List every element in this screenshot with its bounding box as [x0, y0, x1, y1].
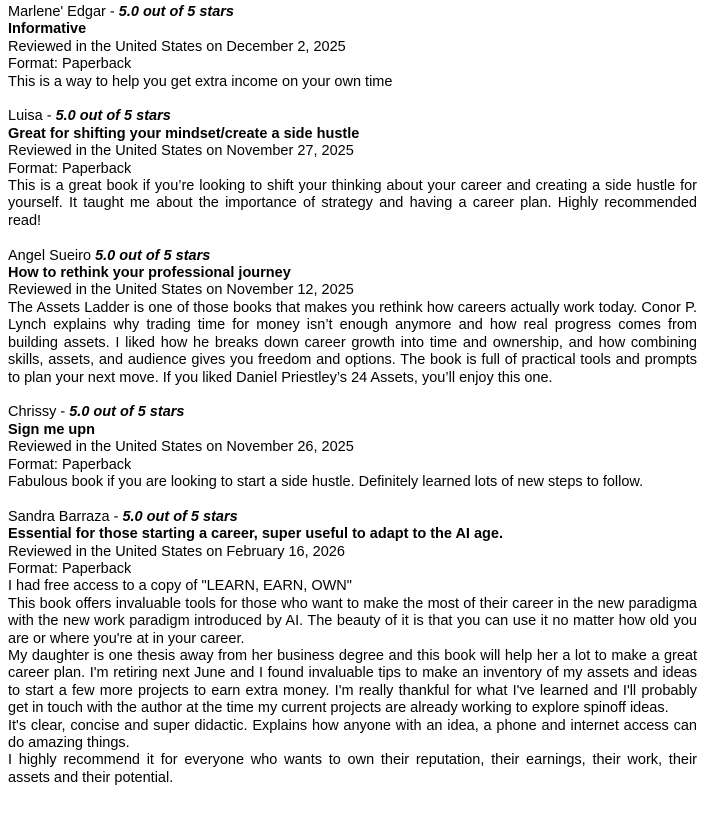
- review-header: [8, 248, 697, 265]
- review-body-paragraph: I highly recommend it for everyone who wants to own their reputation, their earnings, their work, their assets and their potential.: [8, 752, 697, 786]
- review-body-paragraph: It's clear, concise and super didactic. Explains how anyone with an idea, a phone and internet access can do amazing things.: [8, 717, 697, 751]
- review-rating: 5.0 out of 5 stars: [55, 108, 171, 125]
- review-rating: 5.0 out of 5 stars: [95, 247, 211, 264]
- review-date: Reviewed in the United States on December 2, 2025: [8, 38, 346, 55]
- review-separator: -: [56, 404, 70, 421]
- review-date: Reviewed in the United States on November 12, 2025: [8, 282, 354, 299]
- review-body-paragraph: My daughter is one thesis away from her business degree and this book will help her a lot to make a great career plan. I'm retiring next June and I found invaluable tips to make an inventory of my assets and ideas to start a few more projects to earn extra money. I'm really thankful for what I've learned and I'll probably get in touch with the author at the time my current projects are already working to explore spinoff ideas.: [8, 647, 697, 717]
- review-item: [8, 509, 697, 788]
- review-body-paragraph: This is a way to help you get extra income on your own time: [8, 73, 393, 90]
- review-title: Essential for those starting a career, super useful to adapt to the AI age.: [8, 526, 504, 543]
- review-body-paragraph: I had free access to a copy of "LEARN, EARN, OWN": [8, 578, 352, 595]
- review-rating: 5.0 out of 5 stars: [69, 404, 185, 421]
- review-body-paragraph: Fabulous book if you are looking to start a side hustle. Definitely learned lots of new steps to follow.: [8, 473, 644, 490]
- review-title: How to rethink your professional journey: [8, 265, 291, 282]
- review-date: Reviewed in the United States on November 26, 2025: [8, 439, 354, 456]
- review-author: Sandra Barraza: [8, 508, 110, 525]
- review-body-paragraph: The Assets Ladder is one of those books that makes you rethink how careers actually work today. Conor P. Lynch explains why trading time for money isn’t enough anymore and how real progress comes from building assets. I liked how he breaks down career growth into time and ownership, and how combining skills, assets, and audience gives you freedom and options. The book is full of practical tools and prompts to plan your next move. If you liked Daniel Priestley’s 24 Assets, you’ll enjoy this one.: [8, 299, 697, 386]
- review-item: [8, 404, 697, 491]
- review-separator: -: [105, 4, 119, 20]
- review-header: [8, 404, 697, 421]
- review-author: Marlene' Edgar: [8, 4, 106, 20]
- review-format: Format: Paperback: [8, 160, 132, 177]
- review-separator: -: [109, 508, 123, 525]
- review-item: [8, 108, 697, 230]
- review-date: Reviewed in the United States on February 16, 2026: [8, 543, 345, 560]
- review-format: Format: Paperback: [8, 560, 132, 577]
- review-format: Format: Paperback: [8, 456, 132, 473]
- review-rating: 5.0 out of 5 stars: [122, 508, 238, 525]
- review-author: Angel Sueiro: [8, 247, 92, 264]
- review-format: Format: Paperback: [8, 56, 132, 73]
- review-author: Chrissy: [8, 404, 57, 421]
- review-item: [8, 4, 697, 91]
- review-date: Reviewed in the United States on November 27, 2025: [8, 143, 354, 160]
- review-title: Sign me upn: [8, 421, 95, 438]
- review-body-paragraph: This is a great book if you’re looking to shift your thinking about your career and creating a side hustle for yourself. It taught me about the importance of strategy and having a career plan. Highly recommended read!: [8, 178, 697, 229]
- review-header: [8, 4, 697, 21]
- review-separator: -: [42, 108, 56, 125]
- review-author: Luisa: [8, 108, 43, 125]
- review-header: [8, 509, 697, 526]
- review-item: [8, 248, 697, 387]
- review-header: [8, 108, 697, 125]
- review-rating: 5.0 out of 5 stars: [118, 4, 234, 20]
- review-title: Great for shifting your mindset/create a side hustle: [8, 125, 360, 142]
- review-body-paragraph: This book offers invaluable tools for those who want to make the most of their career in the new paradigma with the new work paradigm introduced by AI. The beauty of it is that you can use it no matter how old you are or where you're at in your career.: [8, 595, 697, 647]
- review-title: Informative: [8, 21, 87, 38]
